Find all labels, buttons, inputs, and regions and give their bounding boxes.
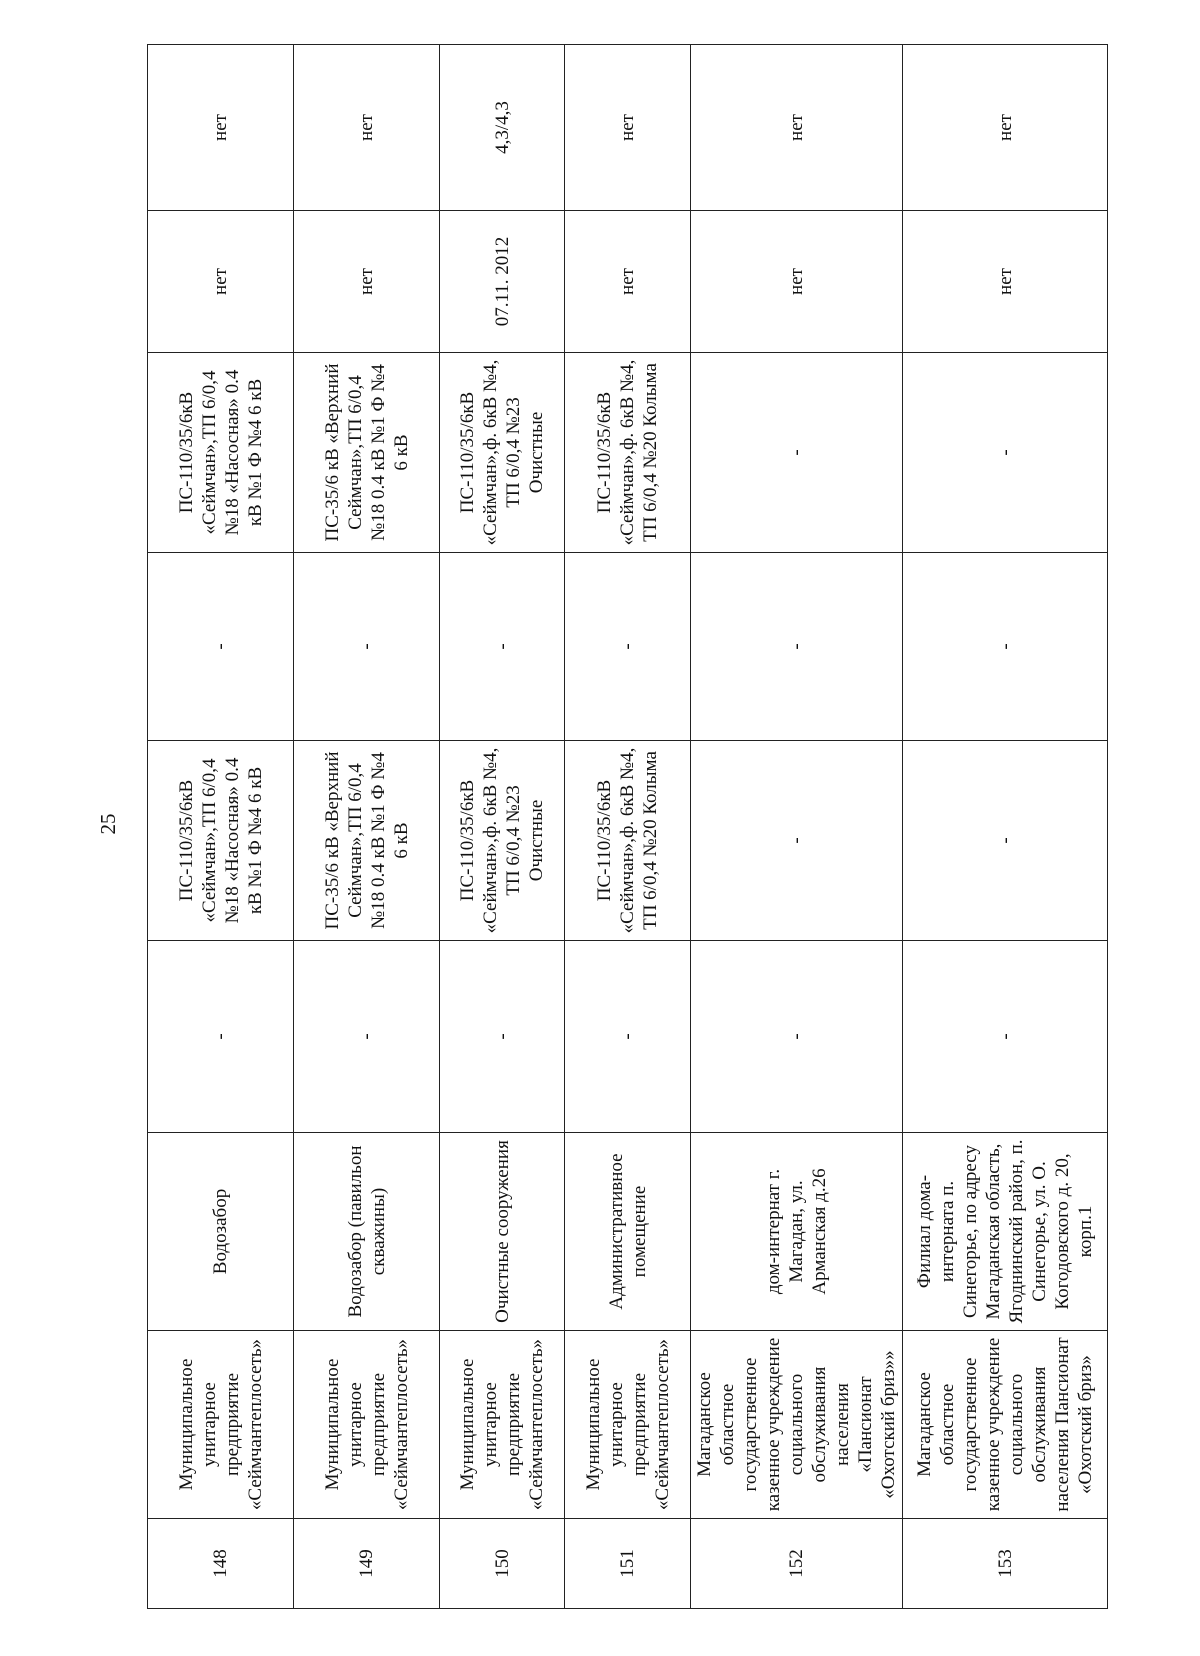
column-4-cell: - bbox=[691, 941, 903, 1133]
organization-cell: Муниципальное унитарное предприятие «Сеймчантеплосеть» bbox=[148, 1331, 294, 1519]
column-9-cell: нет bbox=[294, 45, 440, 211]
column-9-cell: нет bbox=[903, 45, 1108, 211]
column-8-cell: нет bbox=[565, 211, 691, 353]
column-9-cell: нет bbox=[565, 45, 691, 211]
row-number: 152 bbox=[691, 1519, 903, 1609]
column-5-cell: ПС-110/35/6кВ «Сеймчан»,ф. 6кВ №4, ТП 6/0,4 №23 Очистные bbox=[440, 741, 565, 941]
column-5-cell: ПС-110/35/6кВ «Сеймчан»,ТП 6/0,4 №18 «Насосная» 0.4 кВ №1 Ф №4 6 кВ bbox=[148, 741, 294, 941]
object-cell: Филиал дома-интерната п. Синегорье, по адресу Магаданская область, Ягоднинский район, п. Синегорье, ул. О. Когодовского д. 20, корп.1 bbox=[903, 1133, 1108, 1331]
column-6-cell: - bbox=[691, 553, 903, 741]
column-5-cell: ПС-110/35/6кВ «Сеймчан»,ф. 6кВ №4, ТП 6/0,4 №20 Колыма bbox=[565, 741, 691, 941]
column-7-cell: - bbox=[903, 353, 1108, 553]
column-5-cell: - bbox=[691, 741, 903, 941]
column-8-cell: нет bbox=[294, 211, 440, 353]
column-8-cell: нет bbox=[148, 211, 294, 353]
object-cell: Водозабор (павильон скважины) bbox=[294, 1133, 440, 1331]
object-cell: Водозабор bbox=[148, 1133, 294, 1331]
organization-cell: Магаданское областное государственное казенное учреждение социального обслуживания населения «Пансионат «Охотский бриз»» bbox=[691, 1331, 903, 1519]
row-number: 151 bbox=[565, 1519, 691, 1609]
table-row bbox=[148, 45, 294, 1609]
column-5-cell: ПС-35/6 кВ «Верхний Сеймчан»,ТП 6/0,4 №18 0.4 кВ №1 Ф №4 6 кВ bbox=[294, 741, 440, 941]
document-table bbox=[147, 44, 1108, 1609]
column-6-cell: - bbox=[440, 553, 565, 741]
object-cell: Очистные сооружения bbox=[440, 1133, 565, 1331]
column-7-cell: ПС-110/35/6кВ «Сеймчан»,ф. 6кВ №4, ТП 6/0,4 №20 Колыма bbox=[565, 353, 691, 553]
column-9-cell: 4,3/4,3 bbox=[440, 45, 565, 211]
column-6-cell: - bbox=[565, 553, 691, 741]
organization-cell: Муниципальное унитарное предприятие «Сеймчантеплосеть» bbox=[294, 1331, 440, 1519]
column-6-cell: - bbox=[148, 553, 294, 741]
page-number: 25 bbox=[96, 813, 120, 835]
object-cell: Административное помещение bbox=[565, 1133, 691, 1331]
table-row bbox=[903, 45, 1108, 1609]
column-9-cell: нет bbox=[691, 45, 903, 211]
row-number: 150 bbox=[440, 1519, 565, 1609]
table-row bbox=[294, 45, 440, 1609]
column-7-cell: ПС-35/6 кВ «Верхний Сеймчан»,ТП 6/0,4 №18 0.4 кВ №1 Ф №4 6 кВ bbox=[294, 353, 440, 553]
organization-cell: Магаданское областное государственное казенное учреждение социального обслуживания населения Пансионат «Охотский бриз» bbox=[903, 1331, 1108, 1519]
row-number: 153 bbox=[903, 1519, 1108, 1609]
table-container bbox=[147, 45, 1096, 1609]
column-6-cell: - bbox=[294, 553, 440, 741]
column-4-cell: - bbox=[294, 941, 440, 1133]
column-8-cell: 07.11. 2012 bbox=[440, 211, 565, 353]
organization-cell: Муниципальное унитарное предприятие «Сеймчантеплосеть» bbox=[565, 1331, 691, 1519]
column-8-cell: нет bbox=[903, 211, 1108, 353]
column-4-cell: - bbox=[903, 941, 1108, 1133]
column-7-cell: ПС-110/35/6кВ «Сеймчан»,ТП 6/0,4 №18 «Насосная» 0.4 кВ №1 Ф №4 6 кВ bbox=[148, 353, 294, 553]
column-9-cell: нет bbox=[148, 45, 294, 211]
table-row bbox=[440, 45, 565, 1609]
column-7-cell: - bbox=[691, 353, 903, 553]
column-5-cell: - bbox=[903, 741, 1108, 941]
object-cell: дом-интернат г. Магадан, ул. Арманская д.26 bbox=[691, 1133, 903, 1331]
column-7-cell: ПС-110/35/6кВ «Сеймчан»,ф. 6кВ №4, ТП 6/0,4 №23 Очистные bbox=[440, 353, 565, 553]
column-8-cell: нет bbox=[691, 211, 903, 353]
column-4-cell: - bbox=[148, 941, 294, 1133]
table-row bbox=[565, 45, 691, 1609]
table-row bbox=[691, 45, 903, 1609]
column-4-cell: - bbox=[565, 941, 691, 1133]
row-number: 149 bbox=[294, 1519, 440, 1609]
column-6-cell: - bbox=[903, 553, 1108, 741]
organization-cell: Муниципальное унитарное предприятие «Сеймчантеплосеть» bbox=[440, 1331, 565, 1519]
column-4-cell: - bbox=[440, 941, 565, 1133]
row-number: 148 bbox=[148, 1519, 294, 1609]
